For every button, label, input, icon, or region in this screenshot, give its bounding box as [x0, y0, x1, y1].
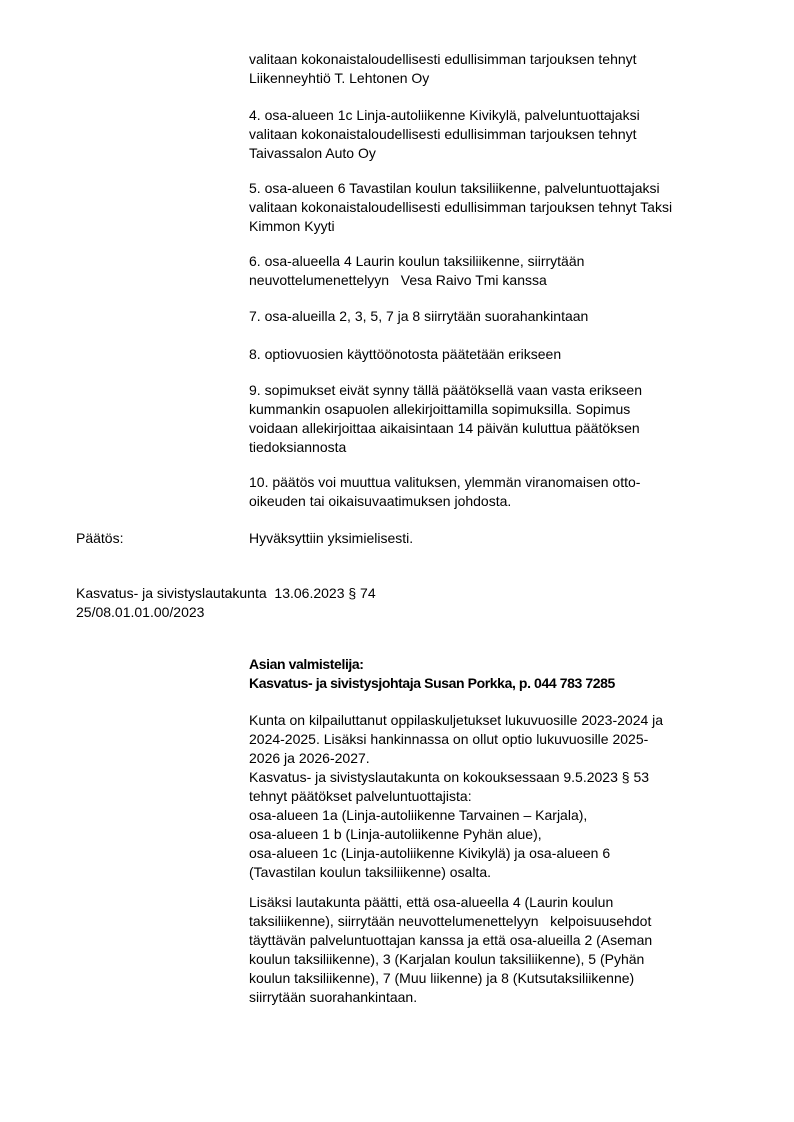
board-meeting-line: Kasvatus- ja sivistyslautakunta 13.06.2023 § 74	[76, 585, 376, 601]
text-line: taksiliikenne), siirrytään neuvottelumenettelyyn kelpoisuusehdot	[249, 913, 652, 929]
text-line: Kimmon Kyyti	[249, 218, 335, 234]
text-line: oikeuden tai oikaisuvaatimuksen johdosta.	[249, 493, 512, 509]
text-line: valitaan kokonaistaloudellisesti edullisimman tarjouksen tehnyt	[249, 126, 637, 142]
decision-item-10	[249, 473, 749, 511]
text-line: 2026 ja 2026-2027.	[249, 750, 370, 766]
decision-text: Hyväksyttiin yksimielisesti.	[249, 530, 414, 546]
text-line: Kunta on kilpailuttanut oppilaskuljetukset lukuvuosille 2023-2024 ja	[249, 712, 664, 728]
decision-value	[249, 529, 749, 548]
text-line: 10. päätös voi muuttua valituksen, ylemmän viranomaisen otto-	[249, 474, 641, 490]
decision-item-8	[249, 345, 749, 364]
text-line: tehnyt päätökset palveluntuottajista:	[249, 788, 472, 804]
text-line: koulun taksiliikenne), 7 (Muu liikenne) ja 8 (Kutsutaksiliikenne)	[249, 970, 635, 986]
preparer-block	[249, 655, 749, 693]
text-line: 4. osa-alueen 1c Linja-autoliikenne Kivikylä, palveluntuottajaksi	[249, 107, 640, 123]
text-line: siirrytään suorahankintaan.	[249, 989, 418, 1005]
text-line: täyttävän palveluntuottajan kanssa ja että osa-alueilla 2 (Aseman	[249, 932, 653, 948]
preparer-name: Kasvatus- ja sivistysjohtaja Susan Porkka, p. 044 783 7285	[249, 675, 615, 691]
text-line: 6. osa-alueella 4 Laurin koulun taksiliikenne, siirrytään	[249, 253, 585, 269]
text-line: osa-alueen 1c (Linja-autoliikenne Kivikylä) ja osa-alueen 6	[249, 845, 611, 861]
text-line: neuvottelumenettelyyn Vesa Raivo Tmi kanssa	[249, 272, 547, 288]
decision-label: Päätös:	[76, 530, 124, 546]
text-line: kummankin osapuolen allekirjoittamilla sopimuksilla. Sopimus	[249, 401, 631, 417]
text-line: Taivassalon Auto Oy	[249, 145, 376, 161]
text-line: Kasvatus- ja sivistyslautakunta on kokouksessaan 9.5.2023 § 53	[249, 769, 650, 785]
decision-item-6	[249, 252, 749, 290]
record-number: 25/08.01.01.00/2023	[76, 604, 205, 620]
decision-item-5	[249, 179, 749, 236]
text-line: 7. osa-alueilla 2, 3, 5, 7 ja 8 siirrytään suorahankintaan	[249, 308, 589, 324]
text-line: 8. optiovuosien käyttöönotosta päätetään erikseen	[249, 346, 562, 362]
text-line: valitaan kokonaistaloudellisesti edullisimman tarjouksen tehnyt	[249, 51, 637, 67]
text-line: tiedoksiannosta	[249, 439, 347, 455]
decision-item-4	[249, 106, 749, 163]
preparer-title: Asian valmistelija:	[249, 656, 364, 672]
text-line: osa-alueen 1a (Linja-autoliikenne Tarvainen – Karjala),	[249, 807, 588, 823]
text-line: 5. osa-alueen 6 Tavastilan koulun taksiliikenne, palveluntuottajaksi	[249, 180, 660, 196]
text-line: koulun taksiliikenne), 3 (Karjalan koulun taksiliikenne), 5 (Pyhän	[249, 951, 645, 967]
text-line: valitaan kokonaistaloudellisesti edullisimman tarjouksen tehnyt Taksi	[249, 199, 673, 215]
text-line: voidaan allekirjoittaa aikaisintaan 14 päivän kuluttua päätöksen	[249, 420, 640, 436]
continuation-paragraph	[249, 50, 749, 88]
text-line: osa-alueen 1 b (Linja-autoliikenne Pyhän alue),	[249, 826, 542, 842]
text-line: (Tavastilan koulun taksiliikenne) osalta.	[249, 864, 492, 880]
text-line: Liikenneyhtiö T. Lehtonen Oy	[249, 70, 430, 86]
text-line: 9. sopimukset eivät synny tällä päätöksellä vaan vasta erikseen	[249, 382, 642, 398]
decision-item-9	[249, 381, 749, 457]
text-line: 2024-2025. Lisäksi hankinnassa on ollut optio lukuvuosille 2025-	[249, 731, 649, 747]
decision-item-7	[249, 307, 749, 326]
body-paragraph-2	[249, 893, 749, 1007]
section-header	[76, 584, 376, 622]
text-line: Lisäksi lautakunta päätti, että osa-alueella 4 (Laurin koulun	[249, 894, 614, 910]
body-paragraph-1	[249, 711, 749, 882]
